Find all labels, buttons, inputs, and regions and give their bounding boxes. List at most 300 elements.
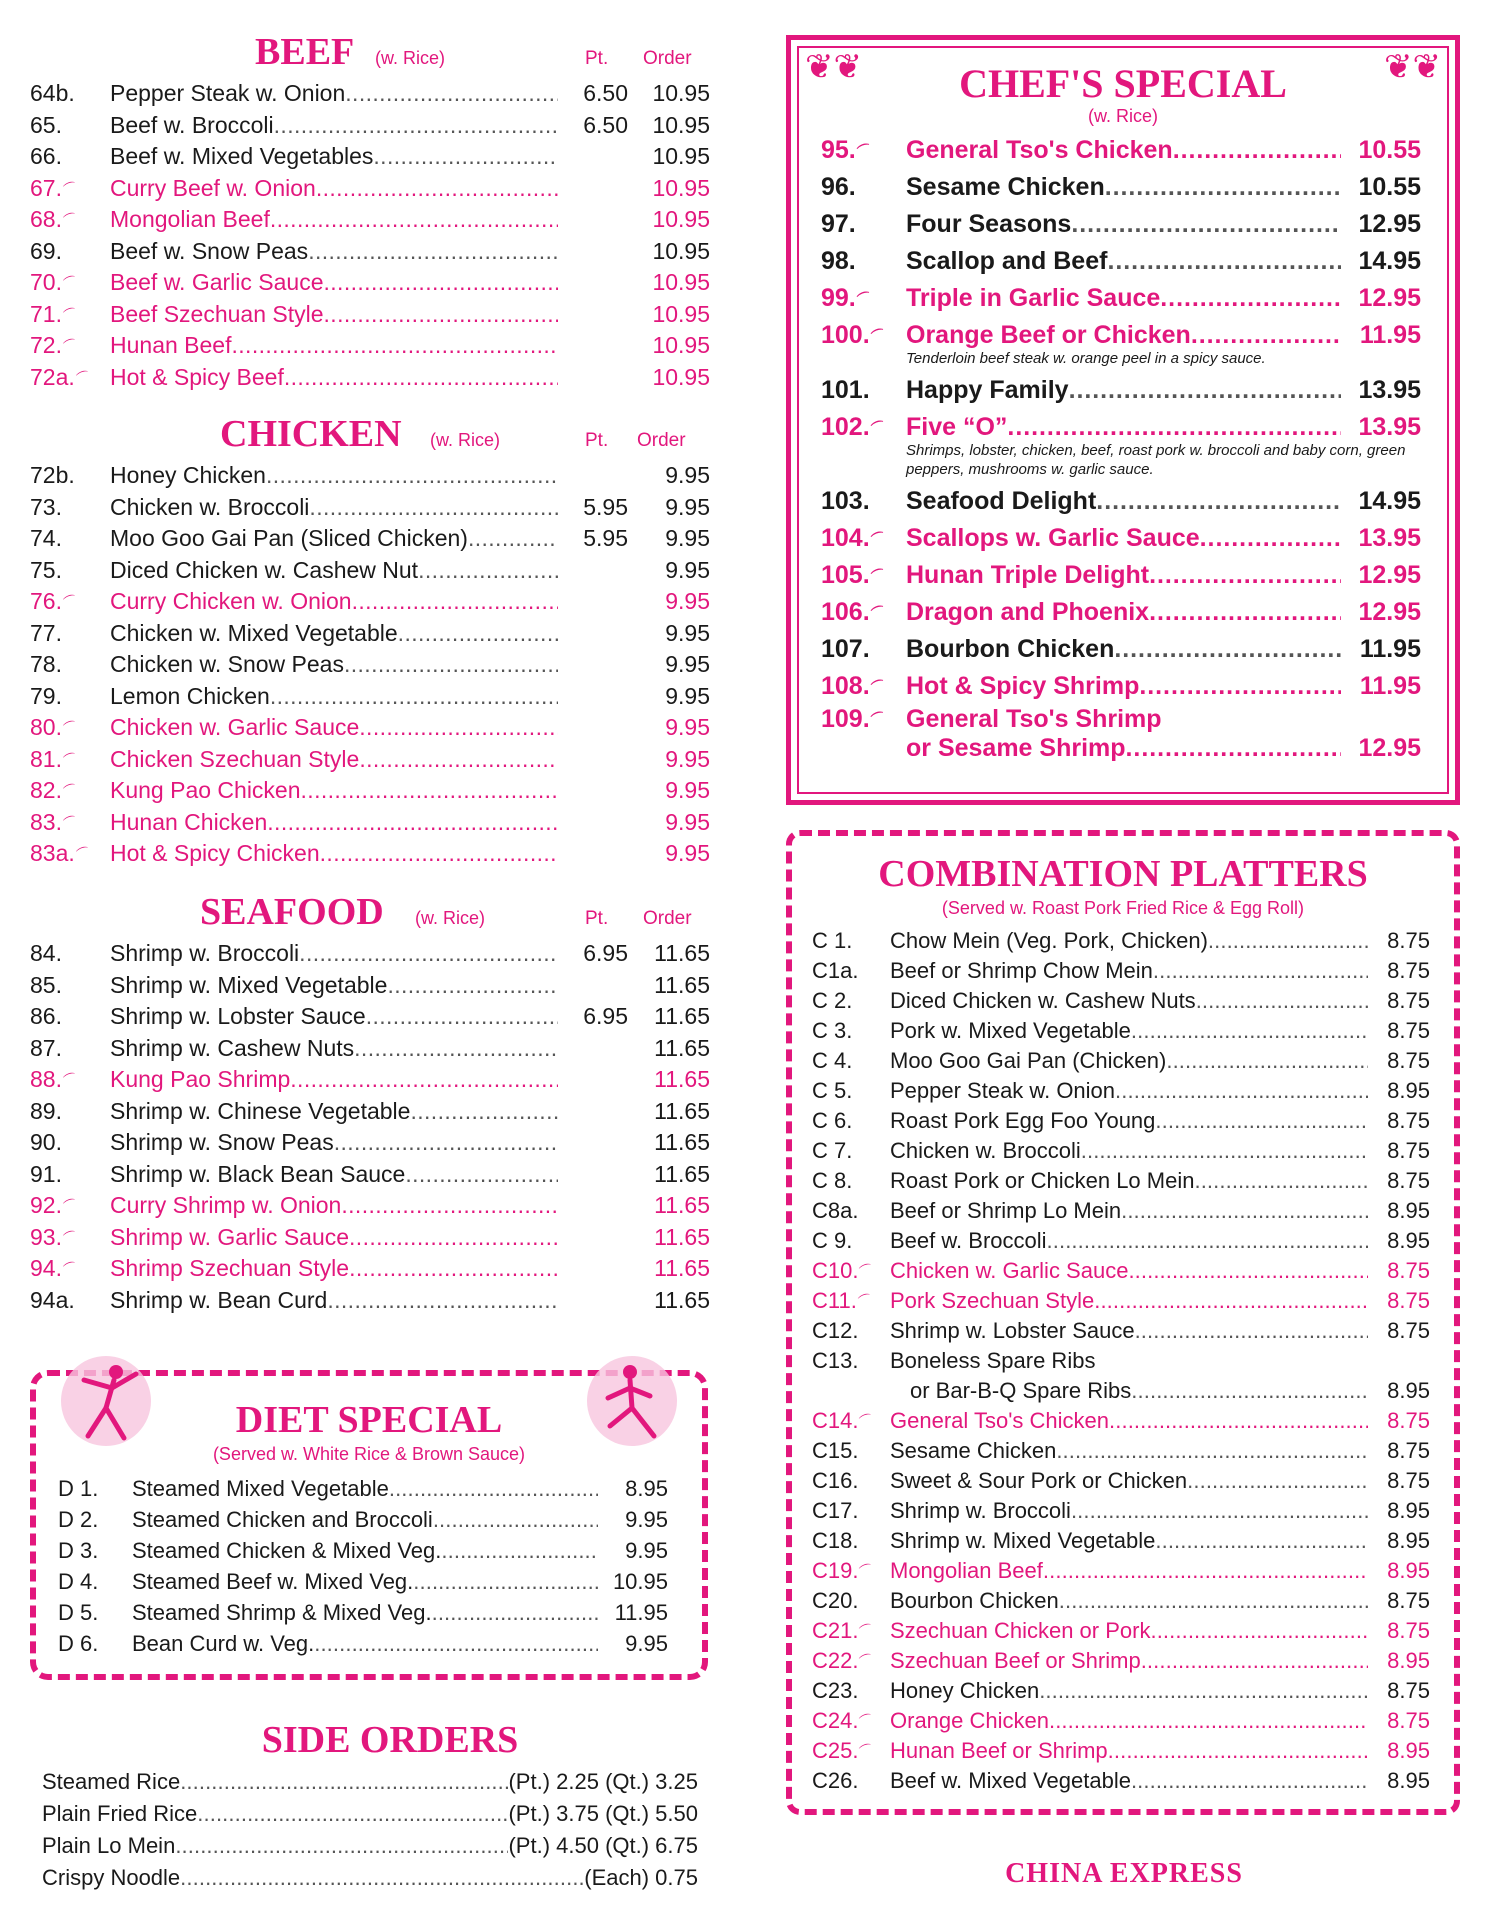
item-name: Beef w. Mixed Vegetable	[890, 1768, 1131, 1793]
item-number: C 7.	[812, 1138, 853, 1163]
leader-dots	[1131, 1376, 1368, 1406]
side-order-item	[42, 1766, 698, 1798]
item-number: 70. ⌒	[30, 267, 110, 299]
item-name: Honey Chicken	[890, 1678, 1040, 1703]
combination-platters-box	[786, 830, 1460, 1815]
combo-menu-item	[812, 1736, 1430, 1766]
item-name: Sesame Chicken	[890, 1438, 1057, 1463]
chili-pepper-icon: ⌒	[61, 592, 80, 611]
leader-dots	[301, 775, 558, 807]
beef-order-label: Order	[643, 48, 692, 69]
item-number: C 9.	[812, 1228, 853, 1253]
chicken-title: CHICKEN	[220, 413, 402, 455]
item-price: 11.95	[614, 1600, 668, 1625]
item-name: Roast Pork or Chicken Lo Mein	[890, 1168, 1195, 1193]
side-title: SIDE ORDERS	[261, 1719, 519, 1761]
item-number: C17.	[812, 1498, 859, 1523]
side-order-item	[42, 1798, 698, 1830]
beef-section	[30, 30, 710, 393]
item-order-price: 10.95	[652, 111, 710, 138]
item-pint-price	[558, 586, 628, 618]
item-name: Shrimp Szechuan Style	[110, 1255, 350, 1281]
item-name: Chicken w. Broccoli	[890, 1138, 1081, 1163]
item-price: 10.55	[1358, 173, 1421, 201]
item-number: 93. ⌒	[30, 1222, 110, 1254]
item-order-price: 11.65	[654, 1066, 710, 1092]
leader-dots	[1126, 733, 1341, 763]
item-name: Shrimp w. Snow Peas	[110, 1129, 334, 1155]
leader-dots	[1096, 483, 1341, 520]
item-number: 105. ⌒	[821, 557, 906, 594]
item-price: 9.95	[625, 1507, 668, 1532]
leader-dots	[410, 1096, 558, 1128]
item-pint-price	[558, 1285, 628, 1317]
item-price: (Pt.) 4.50 (Qt.) 6.75	[508, 1833, 698, 1858]
seafood-menu-item	[30, 1033, 710, 1065]
leader-dots	[1131, 1766, 1368, 1796]
item-pint-price	[558, 649, 628, 681]
leader-dots	[1107, 243, 1341, 280]
combo-menu-item	[812, 986, 1430, 1016]
item-price: 8.95	[1387, 1558, 1430, 1583]
leader-dots	[299, 938, 558, 970]
item-order-price: 11.65	[654, 971, 710, 998]
item-number: D 1.	[58, 1476, 99, 1501]
chili-pepper-icon: ⌒	[858, 1621, 876, 1640]
item-name: Beef or Shrimp Chow Mein	[890, 958, 1153, 983]
leader-dots	[373, 141, 558, 173]
seafood-menu-item	[30, 1222, 710, 1254]
chef-title: CHEF'S SPECIAL	[959, 61, 1287, 106]
chili-pepper-icon: ⌒	[855, 289, 873, 308]
item-name: Lemon Chicken	[110, 682, 270, 709]
item-price: 8.75	[1387, 988, 1430, 1013]
leader-dots	[1056, 1436, 1368, 1466]
item-order-price: 9.95	[665, 714, 710, 740]
leader-dots	[1114, 631, 1341, 668]
chef-menu-item	[821, 132, 1421, 169]
item-name: Shrimp w. Black Bean Sauce	[110, 1160, 406, 1187]
chili-pepper-icon: ⌒	[869, 709, 887, 728]
beef-menu-item	[30, 204, 710, 236]
item-name: Chow Mein (Veg. Pork, Chicken)	[890, 928, 1208, 953]
item-name: Seafood Delight	[906, 487, 1097, 515]
item-name: Dragon and Phoenix	[906, 598, 1150, 626]
chicken-menu-item	[30, 744, 710, 776]
item-pint-price	[558, 1064, 628, 1096]
item-name: Pork Szechuan Style	[890, 1288, 1095, 1313]
leader-dots	[320, 838, 558, 870]
combo-menu-item	[812, 1526, 1430, 1556]
item-order-price: 11.65	[654, 1286, 710, 1313]
item-number: 97.	[821, 210, 856, 238]
leader-dots	[468, 523, 558, 555]
item-name: Pepper Steak w. Onion	[110, 80, 346, 106]
item-pint-price	[558, 775, 628, 807]
item-price: 8.95	[1387, 1228, 1430, 1253]
item-pint-price: 6.50	[583, 80, 628, 106]
item-price: 8.95	[1387, 1768, 1430, 1793]
chicken-list	[30, 460, 710, 870]
item-name: Beef w. Mixed Vegetables	[110, 143, 374, 169]
leader-dots	[1187, 1466, 1368, 1496]
combo-menu-item	[812, 926, 1430, 956]
item-name: Five “O”	[906, 413, 1008, 441]
item-price: 8.75	[1387, 1018, 1430, 1043]
item-name: Moo Goo Gai Pan (Sliced Chicken)	[110, 525, 468, 551]
item-order-price: 10.95	[652, 363, 710, 390]
item-number: 83a. ⌒	[30, 838, 110, 870]
item-order-price: 11.65	[654, 1223, 710, 1250]
item-number: 65.	[30, 111, 62, 138]
item-name: Scallop and Beef	[906, 247, 1108, 275]
item-price: 8.75	[1387, 1708, 1430, 1733]
combo-menu-item	[812, 1076, 1430, 1106]
item-price: 11.95	[1359, 635, 1421, 663]
chili-pepper-icon: ⌒	[869, 326, 887, 345]
item-number: 71. ⌒	[30, 299, 110, 331]
item-number: 74.	[30, 525, 62, 551]
chef-menu-item	[821, 631, 1421, 668]
leader-dots	[1047, 1226, 1368, 1256]
item-number: C16.	[812, 1468, 859, 1493]
item-number: C18.	[812, 1528, 859, 1553]
item-name: Beef or Shrimp Lo Mein	[890, 1198, 1122, 1223]
item-name: Diced Chicken w. Cashew Nut	[110, 556, 419, 583]
item-number: D 3.	[58, 1538, 99, 1563]
item-order-price: 9.95	[665, 651, 710, 677]
chicken-order-label: Order	[637, 430, 686, 451]
leader-dots	[1200, 520, 1341, 557]
item-name: Pepper Steak w. Onion	[890, 1078, 1116, 1103]
leader-dots	[197, 1798, 508, 1830]
item-number: C 1.	[812, 928, 853, 953]
item-number: C 3.	[812, 1018, 853, 1043]
leader-dots	[398, 618, 558, 650]
leader-dots	[359, 712, 558, 744]
seafood-menu-item	[30, 1001, 710, 1033]
item-name-line2: or Sesame Shrimp	[906, 734, 1126, 762]
leader-dots	[345, 78, 558, 110]
leader-dots	[1121, 1196, 1368, 1226]
seafood-menu-item	[30, 1253, 710, 1285]
chili-pepper-icon: ⌒	[61, 1227, 80, 1247]
item-number: 96.	[821, 173, 856, 201]
item-pint-price	[558, 173, 628, 205]
item-name: Shrimp w. Mixed Vegetable	[110, 971, 388, 998]
leader-dots	[341, 1190, 558, 1222]
diet-menu-item	[58, 1597, 668, 1628]
chili-pepper-icon: ⌒	[61, 781, 80, 800]
chef-list	[821, 132, 1421, 763]
leader-dots	[387, 970, 558, 1002]
chef-menu-item	[821, 206, 1421, 243]
beef-menu-item	[30, 362, 710, 394]
leader-dots	[1208, 926, 1368, 956]
item-price: 8.95	[1387, 1738, 1430, 1763]
item-number: C11. ⌒	[812, 1286, 890, 1316]
combo-subtitle: (Served w. Roast Pork Fried Rice & Egg Roll)	[941, 898, 1305, 918]
chef-menu-item	[821, 409, 1421, 446]
chili-pepper-icon: ⌒	[61, 1070, 80, 1089]
floral-corner-icon: ❦❦	[1384, 48, 1441, 86]
leader-dots	[1109, 1406, 1368, 1436]
item-name: Beef w. Snow Peas	[110, 237, 309, 264]
item-name: Happy Family	[906, 376, 1069, 404]
chicken-menu-item	[30, 492, 710, 524]
item-pint-price	[558, 618, 628, 650]
seafood-menu-item	[30, 1159, 710, 1191]
item-pint-price	[558, 204, 628, 236]
leader-dots	[1155, 1526, 1368, 1556]
item-order-price: 9.95	[665, 556, 710, 583]
diet-menu-item	[58, 1566, 668, 1597]
diet-menu-item	[58, 1504, 668, 1535]
leader-dots	[180, 1766, 508, 1798]
leader-dots	[1153, 956, 1368, 986]
diet-special-box	[30, 1370, 708, 1680]
item-pint-price	[558, 1127, 628, 1159]
side-list	[30, 1766, 698, 1894]
beef-menu-item	[30, 78, 710, 110]
beef-menu-item	[30, 110, 710, 142]
item-price: 12.95	[1358, 284, 1421, 312]
item-pint-price	[558, 1253, 628, 1285]
item-pint-price	[558, 712, 628, 744]
leader-dots	[1196, 986, 1368, 1016]
chefs-special-box	[786, 35, 1460, 805]
chicken-menu-item	[30, 586, 710, 618]
item-price: 10.95	[612, 1569, 668, 1594]
floral-corner-icon: ❦❦	[805, 48, 862, 86]
item-name: Steamed Mixed Vegetable	[132, 1476, 389, 1501]
side-orders-section	[30, 1718, 710, 1894]
item-price: 8.75	[1387, 958, 1430, 983]
seafood-title: SEAFOOD	[200, 891, 384, 933]
item-price: (Pt.) 2.25 (Qt.) 3.25	[508, 1769, 698, 1794]
seafood-order-label: Order	[643, 908, 692, 929]
seafood-subtitle: (w. Rice)	[415, 908, 486, 928]
leader-dots	[1069, 372, 1341, 409]
leader-dots	[1166, 1046, 1368, 1076]
item-name: General Tso's Chicken	[906, 136, 1173, 164]
item-price: 8.95	[1387, 1648, 1430, 1673]
combo-menu-item	[812, 1556, 1430, 1586]
item-number: C12.	[812, 1318, 859, 1343]
item-number: 84.	[30, 940, 62, 966]
leader-dots	[1071, 206, 1341, 243]
item-pint-price: 6.95	[583, 1003, 628, 1029]
item-order-price: 9.95	[665, 808, 710, 835]
item-name: Szechuan Beef or Shrimp	[890, 1648, 1141, 1673]
item-name: Shrimp w. Broccoli	[890, 1498, 1071, 1523]
diet-title: DIET SPECIAL	[235, 1399, 503, 1441]
leader-dots	[1081, 1136, 1368, 1166]
seafood-menu-item	[30, 970, 710, 1002]
item-pint-price	[558, 330, 628, 362]
seafood-section	[30, 890, 710, 1316]
seafood-list	[30, 938, 710, 1316]
leader-dots	[1049, 1706, 1368, 1736]
item-number: 108. ⌒	[821, 668, 906, 705]
leader-dots	[314, 1628, 598, 1659]
item-price: 8.95	[1387, 1528, 1430, 1553]
chicken-menu-item	[30, 807, 710, 839]
item-number: 102. ⌒	[821, 409, 906, 446]
leader-dots	[1105, 169, 1341, 206]
combo-menu-item	[812, 1436, 1430, 1466]
leader-dots	[324, 267, 559, 299]
item-price: 13.95	[1358, 376, 1421, 404]
item-name: Chicken w. Mixed Vegetable	[110, 619, 398, 646]
leader-dots	[334, 1127, 558, 1159]
chili-pepper-icon: ⌒	[61, 1196, 80, 1215]
item-price: 8.95	[1387, 1198, 1430, 1223]
item-name: General Tso's Shrimp	[906, 705, 1162, 733]
chef-menu-item	[821, 317, 1421, 354]
item-order-price: 9.95	[665, 525, 710, 551]
leader-dots	[1141, 1646, 1368, 1676]
leader-dots	[1059, 1586, 1368, 1616]
item-price: 14.95	[1358, 487, 1421, 515]
combo-menu-item-line2	[812, 1376, 1430, 1406]
item-number: 89.	[30, 1097, 62, 1124]
leader-dots	[1139, 668, 1341, 705]
leader-dots	[1094, 1286, 1368, 1316]
diet-list	[58, 1473, 668, 1659]
item-order-price: 11.65	[654, 1034, 710, 1061]
item-order-price: 10.95	[652, 332, 710, 358]
item-price: 8.75	[1387, 1258, 1430, 1283]
combo-menu-item	[812, 1766, 1430, 1796]
item-pint-price	[558, 1222, 628, 1254]
combo-menu-item	[812, 1196, 1430, 1226]
item-name: Triple in Garlic Sauce	[906, 284, 1161, 312]
chili-pepper-icon: ⌒	[74, 844, 92, 863]
item-number: 80. ⌒	[30, 712, 110, 744]
item-name: Curry Beef w. Onion	[110, 174, 316, 201]
item-number: 72. ⌒	[30, 330, 110, 362]
item-name: Orange Chicken	[890, 1708, 1049, 1733]
item-description: Tenderloin beef steak w. orange peel in a spicy sauce.	[906, 350, 1266, 367]
item-name: Beef Szechuan Style	[110, 300, 324, 327]
item-number: 73.	[30, 493, 62, 520]
leader-dots	[1039, 1676, 1368, 1706]
item-price: (Pt.) 3.75 (Qt.) 5.50	[508, 1801, 698, 1826]
item-name: Kung Pao Shrimp	[110, 1066, 291, 1092]
chili-pepper-icon: ⌒	[858, 1651, 876, 1670]
leader-dots	[270, 204, 558, 236]
item-number: 107.	[821, 635, 870, 663]
item-pint-price	[558, 236, 628, 268]
beef-menu-item	[30, 267, 710, 299]
item-price: 13.95	[1358, 524, 1421, 552]
leader-dots	[1007, 409, 1341, 446]
item-number: C15.	[812, 1438, 859, 1463]
item-name: Shrimp w. Garlic Sauce	[110, 1223, 350, 1250]
item-order-price: 10.95	[652, 143, 710, 169]
item-price: 8.75	[1387, 1048, 1430, 1073]
item-name: Kung Pao Chicken	[110, 777, 301, 803]
item-number: 77.	[30, 619, 62, 646]
item-number: 104. ⌒	[821, 520, 906, 557]
diet-subtitle: (Served w. White Rice & Brown Sauce)	[212, 1444, 526, 1464]
item-pint-price	[558, 681, 628, 713]
item-pint-price	[558, 1033, 628, 1065]
item-price: 8.75	[1387, 1138, 1430, 1163]
item-number: 85.	[30, 971, 62, 998]
item-pint-price: 5.95	[583, 493, 628, 520]
chili-pepper-icon: ⌒	[61, 718, 80, 737]
item-number: C13.	[812, 1348, 859, 1373]
item-name: Beef w. Broccoli	[890, 1228, 1047, 1253]
item-number: 98.	[821, 247, 856, 275]
chili-pepper-icon: ⌒	[858, 1741, 876, 1760]
chicken-menu-item	[30, 681, 710, 713]
item-price: 8.95	[625, 1476, 668, 1501]
item-pint-price	[558, 267, 628, 299]
china-express-brand: CHINA EXPRESS	[1005, 1858, 1243, 1889]
item-number: C14. ⌒	[812, 1406, 890, 1436]
item-number: D 5.	[58, 1600, 99, 1625]
item-number: C 2.	[812, 988, 853, 1013]
leader-dots	[349, 1253, 558, 1285]
item-name: Plain Lo Mein	[42, 1833, 176, 1858]
seafood-menu-item	[30, 1064, 710, 1096]
diet-menu-item	[58, 1535, 668, 1566]
item-name: Hunan Beef or Shrimp	[890, 1738, 1108, 1763]
chili-pepper-icon: ⌒	[858, 1261, 876, 1280]
item-price: 8.95	[1387, 1498, 1430, 1523]
item-name: Plain Fried Rice	[42, 1801, 198, 1826]
beef-pt-label: Pt.	[585, 48, 609, 69]
item-name: Bourbon Chicken	[906, 635, 1115, 663]
item-number: 82. ⌒	[30, 775, 110, 807]
leader-dots	[1194, 1166, 1368, 1196]
leader-dots	[418, 555, 558, 587]
item-number: 103.	[821, 487, 870, 515]
item-pint-price: 6.95	[583, 940, 628, 966]
item-order-price: 9.95	[665, 493, 710, 520]
item-number: C21. ⌒	[812, 1616, 890, 1646]
leader-dots	[1128, 1256, 1368, 1286]
leader-dots	[180, 1862, 584, 1894]
item-order-price: 9.95	[665, 777, 710, 803]
item-order-price: 9.95	[665, 682, 710, 709]
item-pint-price	[558, 1190, 628, 1222]
seafood-menu-item	[30, 1127, 710, 1159]
leader-dots	[352, 586, 558, 618]
item-price: 12.95	[1358, 210, 1421, 238]
item-price: 8.95	[1387, 1078, 1430, 1103]
item-name: Steamed Beef w. Mixed Veg.	[132, 1569, 414, 1594]
leader-dots	[433, 1504, 598, 1535]
seafood-menu-item	[30, 1190, 710, 1222]
combo-title: COMBINATION PLATTERS	[878, 853, 1368, 895]
item-number: 79.	[30, 682, 62, 709]
leader-dots	[441, 1535, 598, 1566]
leader-dots	[1173, 132, 1341, 169]
item-price: 8.75	[1387, 1408, 1430, 1433]
item-number: 95. ⌒	[821, 132, 906, 169]
leader-dots	[327, 1285, 558, 1317]
leader-dots	[349, 1222, 558, 1254]
item-order-price: 9.95	[665, 619, 710, 646]
leader-dots	[316, 173, 558, 205]
item-order-price: 11.65	[654, 940, 710, 966]
item-order-price: 9.95	[665, 588, 710, 614]
leader-dots	[270, 681, 558, 713]
